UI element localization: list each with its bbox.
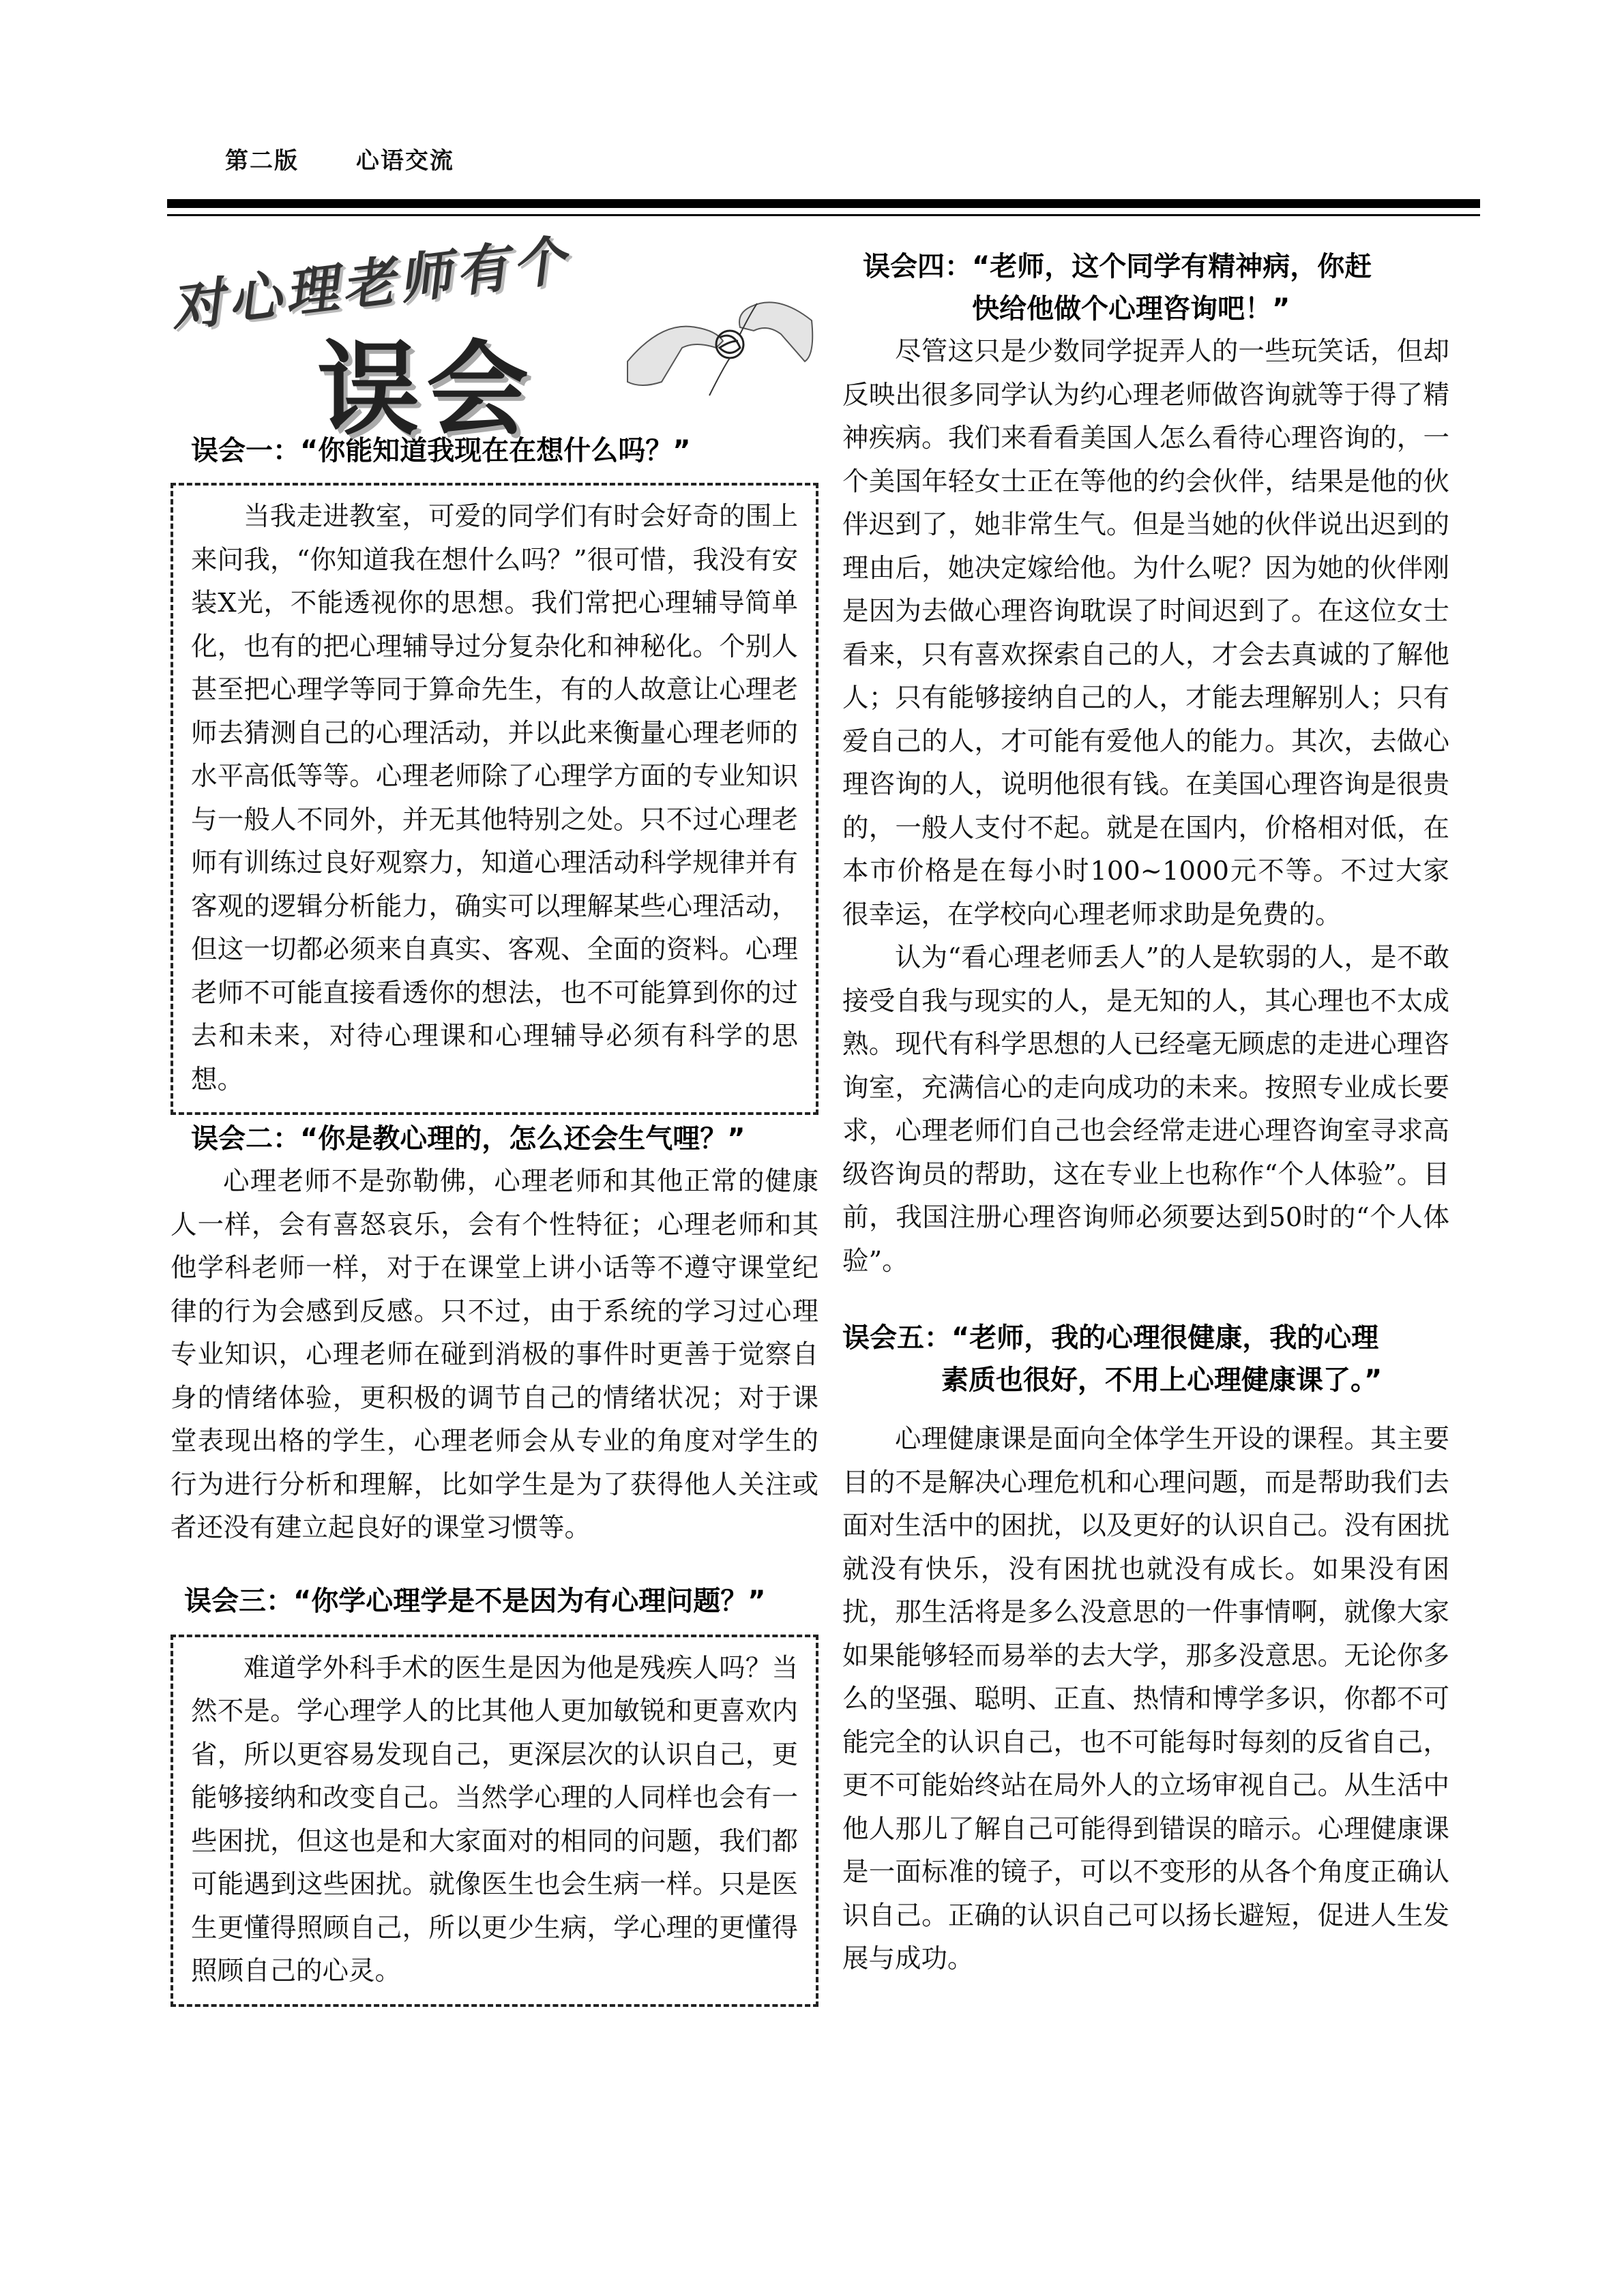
myth-1-box — [171, 483, 818, 1115]
myth-5-title-line2: 素质也很好，不用上心理健康课了。” — [941, 1365, 1383, 1396]
myth-3-body: 难道学外科手术的医生是因为他是残疾人吗？当然不是。学心理学人的比其他人更加敏锐和更喜欢内省，所以更容易发现自己，更深层次的认识自己，更能够接纳和改变自己。当然学心理的人同样也会有一些困扰，但这也是和大家面对的相同的问题，我们都可能遇到这些困扰。就像医生也会生病一样。只是医生更懂得照顾自己，所以更少生病，学心理的更懂得照顾自己的心灵。 — [191, 1652, 798, 1986]
page-header — [225, 142, 502, 175]
myth-2-body: 心理老师不是弥勒佛，心理老师和其他正常的健康人一样，会有喜怒哀乐，会有个性特征；心理老师和其他学科老师一样，对于在课堂上讲小话等不遵守课堂纪律的行为会感到反感。只不过，由于系统的学习过心理专业知识，心理老师在碰到消极的事件时更善于觉察自身的情绪体验，更积极的调节自己的情绪状况；对于课堂表现出格的学生，心理老师会从专业的角度对学生的行为进行分析和理解，比如学生是为了获得他人关注或者还没有建立起良好的课堂习惯等。 — [171, 1166, 818, 1543]
title-banner — [167, 225, 818, 449]
left-column — [167, 225, 818, 2007]
myth-4-body-1: 尽管这只是少数同学捉弄人的一些玩笑话，但却反映出很多同学认为约心理老师做咨询就等于得了精神疾病。我们来看看美国人怎么看待心理咨询的，一个美国年轻女士正在等他的约会伙伴，结果是他的伙伴迟到了，她非常生气。但是当她的伙伴说出迟到的理由后，她决定嫁给他。为什么呢？因为她的伙伴刚是因为去做心理咨询耽误了时间迟到了。在这位女士看来，只有喜欢探索自己的人，才会去真诚的了解他人；只有能够接纳自己的人，才能去理解别人；只有爱自己的人，才可能有爱他人的能力。其次，去做心理咨询的人，说明他很有钱。在美国心理咨询是很贵的，一般人支付不起。就是在国内，价格相对低，在本市价格是在每小时100~1000元不等。不过大家很幸运，在学校向心理老师求助是免费的。 — [842, 336, 1449, 930]
myth-3-box — [171, 1635, 818, 2007]
header-rule-thin — [167, 214, 1480, 216]
banner-title: 对心理老师有个 — [167, 228, 573, 340]
edition-label: 第二版 — [225, 147, 299, 175]
myth-1-body: 当我走进教室，可爱的同学们有时会好奇的围上来问我，“你知道我在想什么吗？”很可惜，我没有安装X光，不能透视你的思想。我们常把心理辅导简单化，也有的把心理辅导过分复杂化和神秘化。个别人甚至把心理学等同于算命先生，有的人故意让心理老师去猜测自己的心理活动，并以此来衡量心理老师的水平高低等等。心理老师除了心理学方面的专业知识与一般人不同外，并无其他特别之处。只不过心理老师有训练过良好观察力，知道心理活动科学规律并有客观的逻辑分析能力，确实可以理解某些心理活动，但这一切都必须来自真实、客观、全面的资料。心理老师不可能直接看透你的想法，也不可能算到你的过去和未来，对待心理课和心理辅导必须有科学的思想。 — [191, 501, 798, 1095]
myth-2-title: 误会二：“你是教心理的，怎么还会生气哩？” — [191, 1123, 745, 1154]
myth-5-body: 心理健康课是面向全体学生开设的课程。其主要目的不是解决心理危机和心理问题，而是帮助我们去面对生活中的困扰，以及更好的认识自己。没有困扰就没有快乐，没有困扰也就没有成长。如果没有困扰，那生活将是多么没意思的一件事情啊，就像大家如果能够轻而易举的去大学，那多没意思。无论你多么的坚强、聪明、正直、热情和博学多识，你都不可能完全的认识自己，也不可能每时每刻的反省自己，更不可能始终站在局外人的立场审视自己。从生活中他人那儿了解自己可能得到错误的暗示。心理健康课是一面标准的镜子，可以不变形的从各个角度正确认识自己。正确的认识自己可以扬长避短，促进人生发展与成功。 — [842, 1424, 1449, 1974]
myth-4-title-line2: 快给他做个心理咨询吧！” — [972, 293, 1290, 325]
right-column — [842, 245, 1449, 1981]
myth-1-title: 误会一：“你能知道我现在在想什么吗？” — [191, 435, 691, 466]
myth-5-title-line1: 误会五：“老师，我的心理很健康，我的心理 — [842, 1322, 1379, 1354]
myth-4-body-2: 认为“看心理老师丢人”的人是软弱的人，是不敢接受自我与现实的人，是无知的人，其心理也不太成熟。现代有科学思想的人已经毫无顾虑的走进心理咨询室，充满信心的走向成功的未来。按照专业成长要求，心理老师们自己也会经常走进心理咨询室寻求高级咨询员的帮助，这在专业上也称作“个人体验”。目前，我国注册心理咨询师必须要达到50时的“个人体验”。 — [842, 942, 1449, 1277]
myth-3-title: 误会三：“你学心理学是不是因为有心理问题？” — [184, 1585, 766, 1617]
banner-big-title: 误会 — [317, 329, 536, 449]
header-rule-thick — [167, 199, 1480, 208]
myth-4-title-line1: 误会四：“老师，这个同学有精神病，你赶 — [863, 251, 1372, 282]
section-label: 心语交流 — [355, 147, 454, 175]
hands-illustration — [621, 280, 818, 409]
